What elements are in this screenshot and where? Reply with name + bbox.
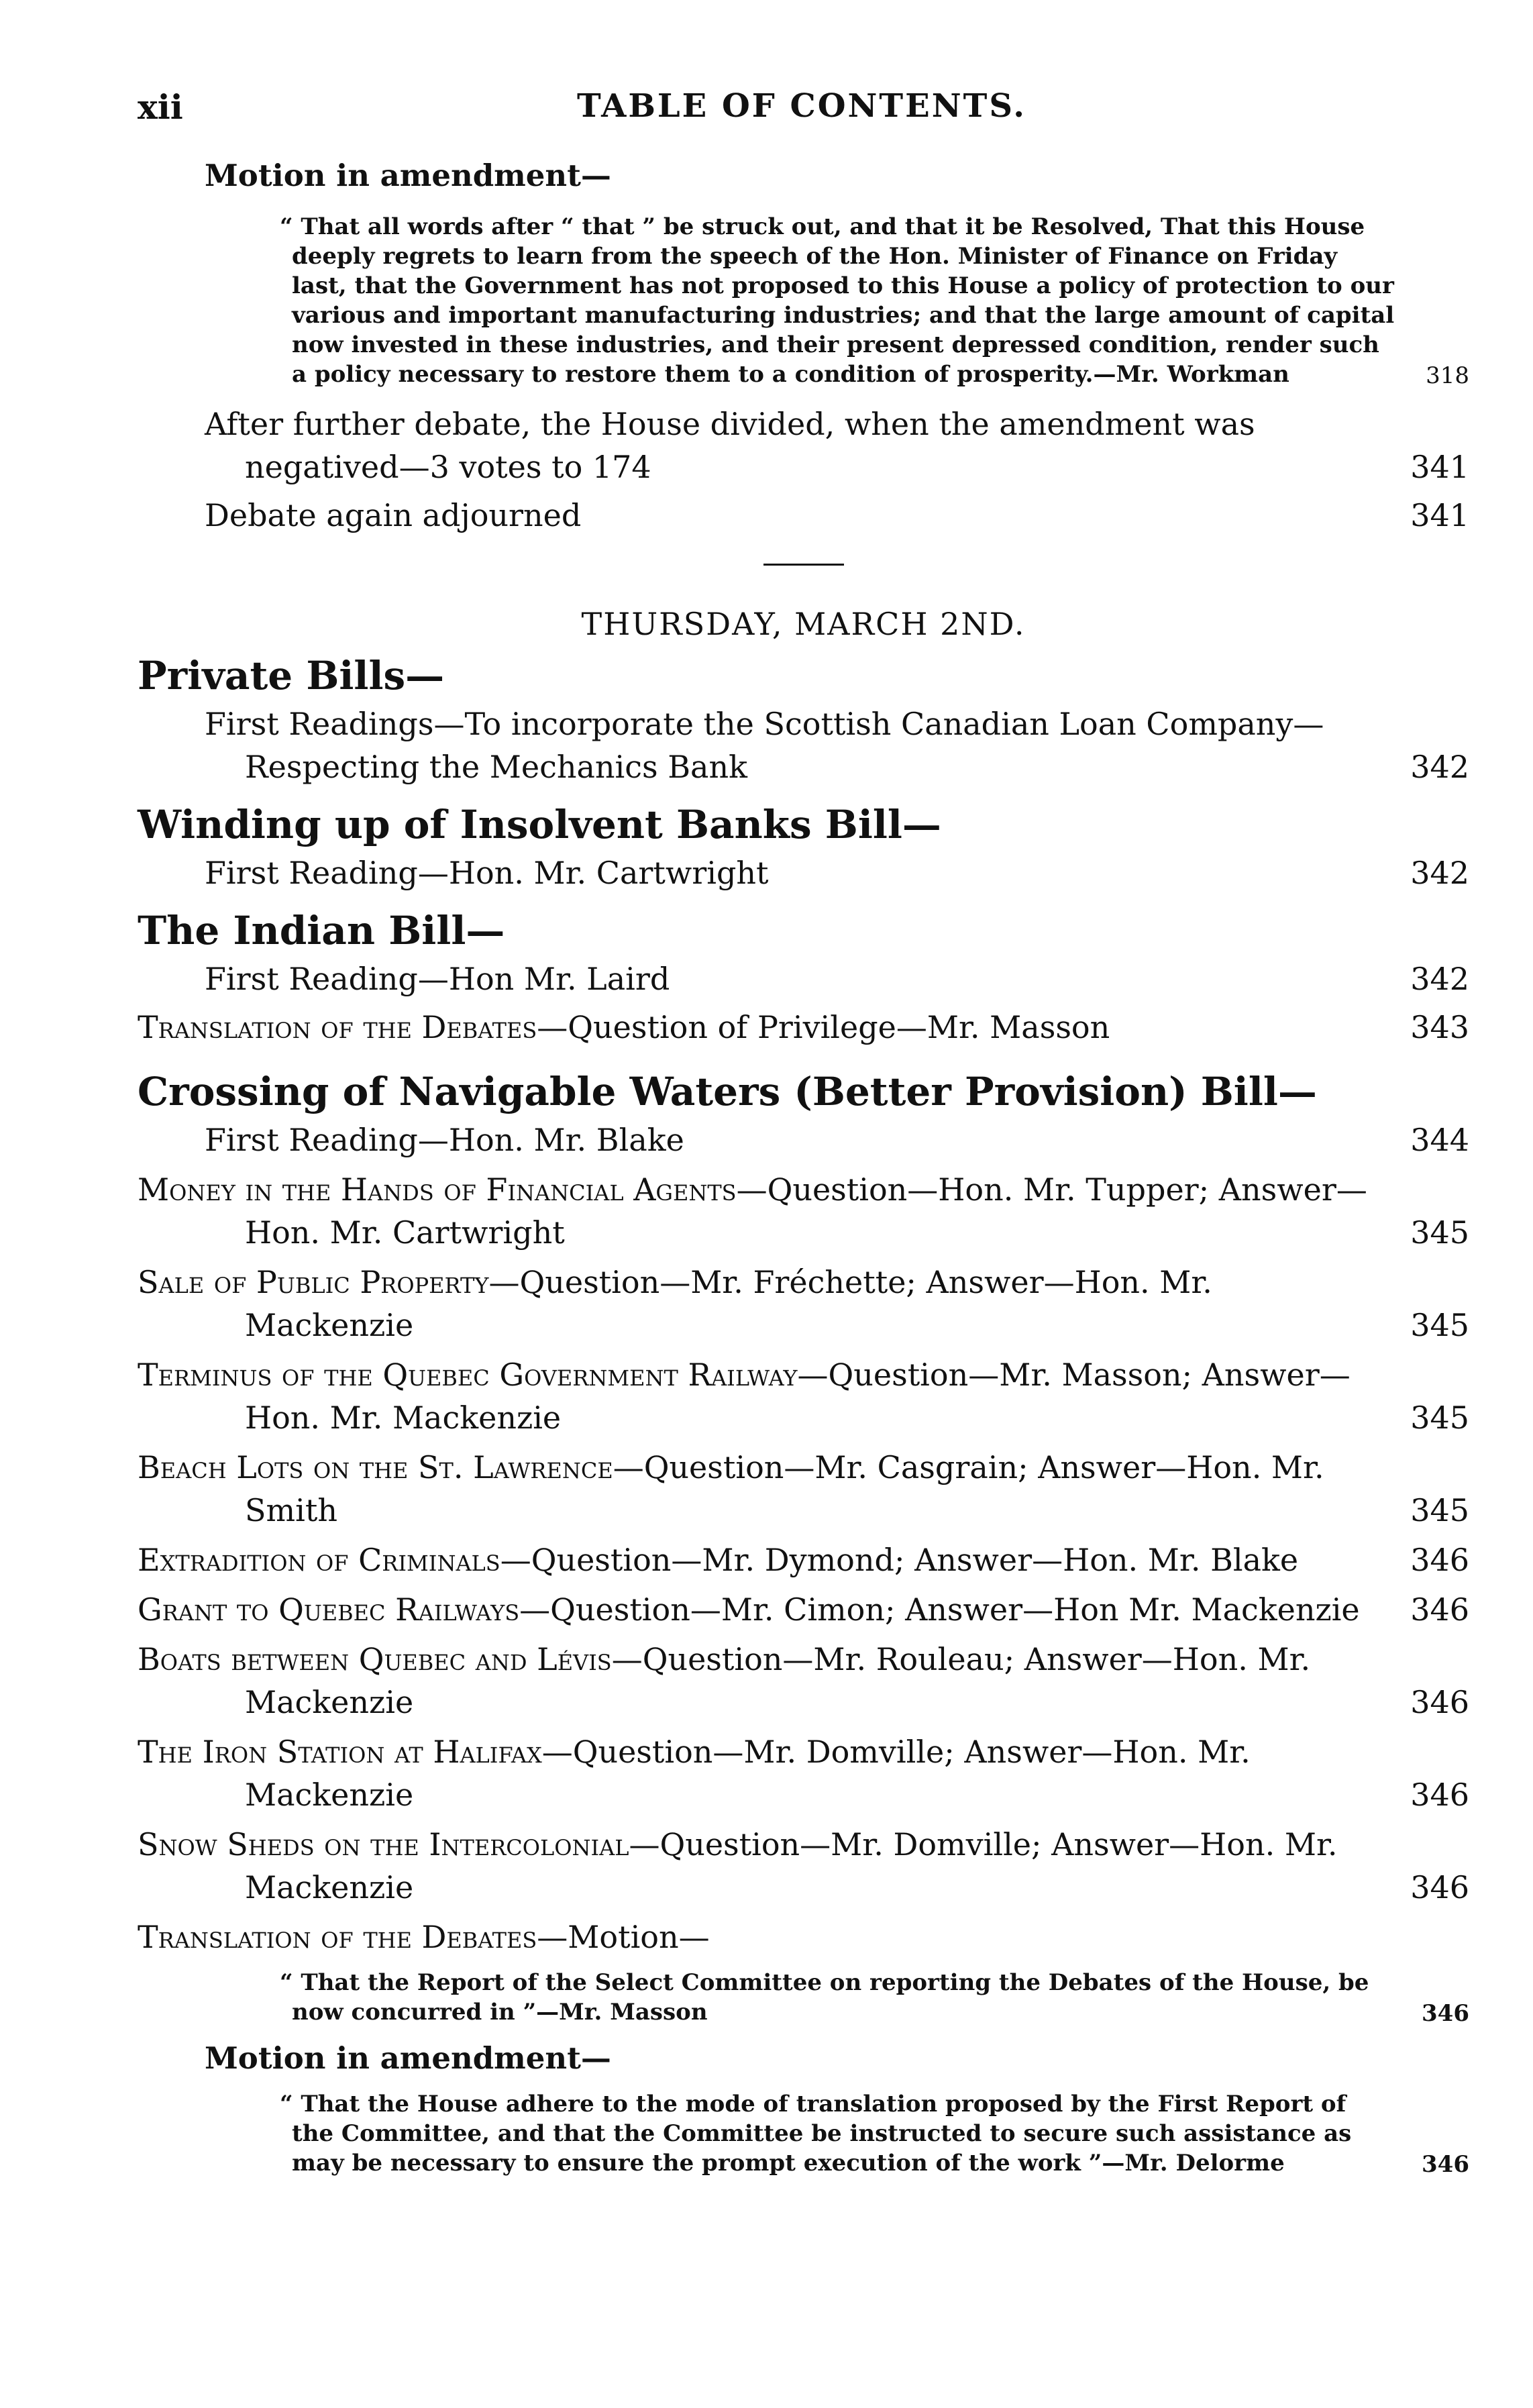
motion-in-amendment-heading: Motion in amendment— (205, 2040, 611, 2076)
entry-text: First Reading—Hon. Mr. Blake (205, 1122, 684, 1158)
entry-text: First Readings—To incorporate the Scottish Canadian Loan Company—Respecting the Mechanics Bank (205, 706, 1324, 785)
entry-caps: Translation of the Debates (138, 1919, 537, 1955)
section-heading-private-bills: Private Bills— (138, 653, 445, 698)
page-ref: 345 (1410, 1400, 1469, 1436)
toc-entry-private-bills (138, 702, 1469, 788)
page-ref: 346 (1422, 2151, 1469, 2178)
page-ref: 342 (1410, 749, 1469, 785)
quote-text: “ That the House adhere to the mode of translation proposed by the First Report of the Committee, and that the Committee be instructed to secure such assistance as may be necessary to ensure the prompt execution of the work ”—Mr. Delorme (280, 2091, 1352, 2177)
entry-text: —Question—Mr. Rouleau; Answer—Hon. Mr. Mackenzie (245, 1641, 1311, 1720)
quote-text: “ That the Report of the Select Committee on reporting the Debates of the House, be now concurred in ”—Mr. Masson (280, 1969, 1369, 2026)
toc-entry-division (138, 403, 1469, 488)
entry-text: First Reading—Hon. Mr. Cartwright (205, 855, 769, 891)
toc-entry-debate (138, 494, 1469, 537)
page-number: xii (138, 87, 183, 127)
page-ref: 346 (1410, 1542, 1469, 1578)
toc-entry-winding-up (138, 851, 1469, 894)
entry-text: —Question—Hon. Mr. Tupper; Answer—Hon. Mr. Cartwright (245, 1171, 1367, 1251)
entry-caps: Snow Sheds on the Intercolonial (138, 1826, 629, 1863)
toc-entry-question (138, 1638, 1469, 1724)
page-ref: 346 (1410, 1684, 1469, 1720)
toc-entry-indian-bill (138, 957, 1469, 1000)
page-ref: 341 (1410, 449, 1469, 485)
toc-entry-question (138, 1261, 1469, 1347)
toc-entry-quote (138, 1968, 1469, 2027)
entry-caps: The Iron Station at Halifax (138, 1734, 542, 1770)
page-ref: 343 (1410, 1009, 1469, 1045)
date-heading: THURSDAY, MARCH 2ND. (581, 606, 1026, 642)
page-ref: 345 (1410, 1214, 1469, 1251)
toc-entry-quote (138, 212, 1469, 389)
entry-caps: Extradition of Criminals (138, 1542, 500, 1578)
entry-text: —Question—Mr. Dymond; Answer—Hon. Mr. Blake (500, 1542, 1299, 1578)
entry-text: Debate again adjourned (205, 497, 582, 533)
page-ref: 345 (1410, 1492, 1469, 1528)
section-divider (763, 564, 844, 566)
toc-content (138, 158, 1469, 2178)
toc-entry-question (138, 1446, 1469, 1532)
toc-entry-question (138, 1730, 1469, 1816)
page-ref: 318 (1426, 362, 1469, 389)
entry-text: —Question—Mr. Masson; Answer—Hon. Mr. Mackenzie (245, 1357, 1351, 1436)
page-ref: 346 (1410, 1591, 1469, 1628)
entry-caps: Beach Lots on the St. Lawrence (138, 1449, 613, 1485)
entry-text: —Motion— (537, 1919, 710, 1955)
page-ref: 346 (1410, 1869, 1469, 1905)
entry-caps: Sale of Public Property (138, 1264, 489, 1300)
entry-caps: Translation of the Debates (138, 1009, 537, 1045)
toc-entry-quote (138, 2089, 1469, 2178)
toc-entry-translation-motion (138, 1916, 1469, 1958)
motion-in-amendment-heading: Motion in amendment— (205, 158, 611, 193)
page-ref: 346 (1422, 2000, 1469, 2027)
page-ref: 342 (1410, 961, 1469, 997)
page-ref: 345 (1410, 1307, 1469, 1343)
entry-caps: Terminus of the Quebec Government Railway (138, 1357, 798, 1393)
page-ref: 342 (1410, 855, 1469, 891)
entry-text: —Question—Mr. Domville; Answer—Hon. Mr. Mackenzie (245, 1734, 1251, 1813)
page-ref: 341 (1410, 497, 1469, 533)
entry-caps: Grant to Quebec Railways (138, 1591, 520, 1628)
page-ref: 344 (1410, 1122, 1469, 1158)
section-heading-crossing: Crossing of Navigable Waters (Better Provision) Bill— (138, 1069, 1317, 1114)
entry-text: First Reading—Hon Mr. Laird (205, 961, 670, 997)
page-header (138, 87, 1466, 134)
toc-entry-question (138, 1588, 1469, 1631)
entry-caps: Money in the Hands of Financial Agents (138, 1171, 737, 1208)
toc-entry-question (138, 1168, 1469, 1254)
entry-text: —Question—Mr. Casgrain; Answer—Hon. Mr. Smith (245, 1449, 1324, 1528)
entry-caps: Boats between Quebec and Lévis (138, 1641, 612, 1677)
toc-entry-crossing (138, 1118, 1469, 1161)
section-heading-indian-bill: The Indian Bill— (138, 908, 505, 953)
entry-text: —Question—Mr. Fréchette; Answer—Hon. Mr. Mackenzie (245, 1264, 1212, 1343)
page-ref: 346 (1410, 1777, 1469, 1813)
toc-entry-question (138, 1538, 1469, 1581)
question-entries-list (138, 1168, 1469, 1909)
entry-text: After further debate, the House divided, when the amendment was negatived—3 votes to 174 (205, 406, 1255, 485)
quote-text: “ That all words after “ that ” be struck out, and that it be Resolved, That this House deeply regrets to learn from the speech of the Hon. Minister of Finance on Friday last, that the Government has not proposed to this House a policy of protection to our various and important manufacturing industries; and that the large amount of capital now invested in these industries, and their present depressed condition, render such a policy necessary to restore them to a condition of prosperity.—Mr. Workman (280, 213, 1395, 388)
page-title: TABLE OF CONTENTS. (576, 87, 1026, 125)
entry-text: —Question—Mr. Domville; Answer—Hon. Mr. Mackenzie (245, 1826, 1338, 1905)
entry-text: —Question—Mr. Cimon; Answer—Hon Mr. Mackenzie (519, 1591, 1360, 1628)
toc-entry-translation-privilege (138, 1006, 1469, 1049)
section-heading-winding-up: Winding up of Insolvent Banks Bill— (138, 802, 941, 847)
toc-entry-question (138, 1353, 1469, 1439)
entry-text: —Question of Privilege—Mr. Masson (537, 1009, 1110, 1045)
toc-entry-question (138, 1823, 1469, 1909)
